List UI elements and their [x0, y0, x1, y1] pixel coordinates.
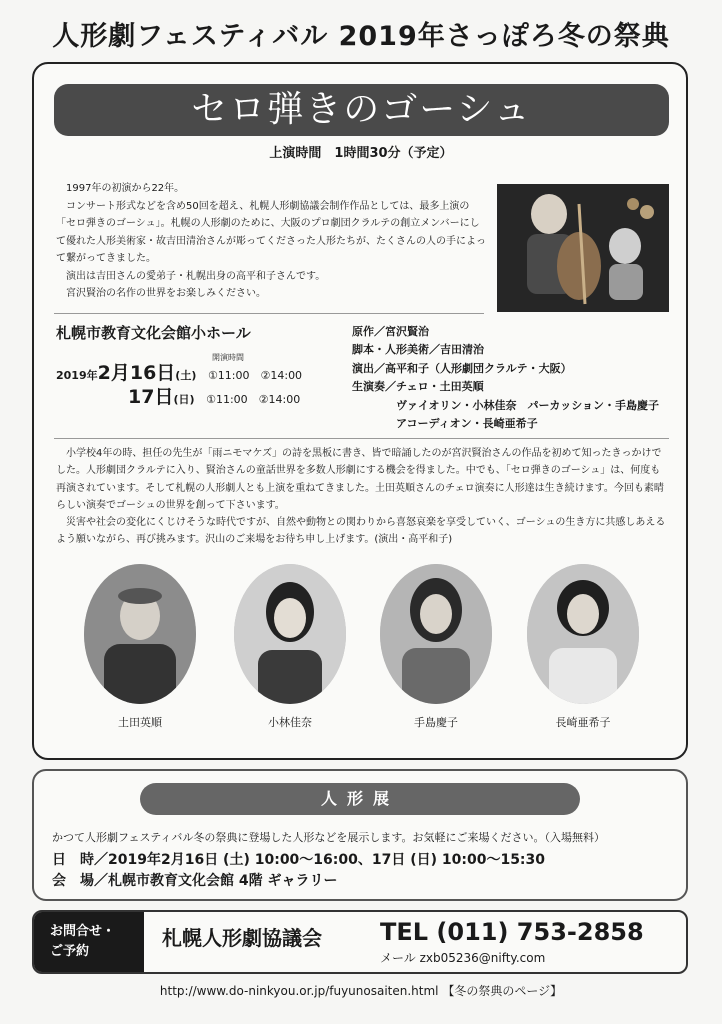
contact-label-line: お問合せ・: [50, 924, 116, 939]
contact-label-line: ご予約: [50, 944, 90, 959]
exhibit-description: かつて人形劇フェスティバル冬の祭典に登場した人形などを展示します。お気軽にご来場ください。（入場無料）: [52, 831, 605, 844]
performer-name: 手島慶子: [414, 716, 458, 729]
intro-paragraph: 演出は吉田さんの愛弟子・札幌出身の高平和子さんです。: [66, 270, 326, 282]
date: 2月16日: [97, 362, 176, 384]
contact-label: [34, 912, 144, 972]
exhibit-place: 会 場／札幌市教育文化会館 4階 ギャラリー: [52, 873, 338, 889]
date-row-1: [56, 358, 302, 385]
venue-name: 札幌市教育文化会館小ホール: [56, 324, 251, 342]
organization-name: 札幌人形劇協議会: [162, 926, 322, 950]
story-paragraph: 小学校4年の時、担任の先生が「雨ニモマケズ」の詩を黒板に書き、皆で暗誦したのが宮沢賢治さんの作品を初めて知ったきっかけでした。人形劇団クラルテに入り、賢治さんの童話世界を多数人形劇にする機会を得ました。中でも、「セロ弾きのゴーシュ」は、何度も再演されています。そして札幌の人形劇人とも上演を重ねてきました。土田英順さんのチェロ演奏に人形達は生き続けます。今回も素晴らしい演奏でゴーシュの世界を創って下さいます。: [56, 448, 664, 511]
website-url: http://www.do-ninkyou.or.jp/fuyunosaiten.html 【冬の祭典のページ】: [159, 984, 563, 998]
portrait-photo: [380, 564, 492, 704]
intro-paragraph: 1997年の初演から22年。: [66, 183, 185, 194]
portrait-photo: [527, 564, 639, 704]
portrait-photo: [234, 564, 346, 704]
festival-title: 人形劇フェスティバル 2019年さっぽろ冬の祭典: [52, 21, 670, 52]
intro-text: [56, 180, 486, 303]
credits: [352, 323, 659, 433]
intro-paragraph: コンサート形式などを含め50回を超え、札幌人形劇協議会制作作品としては、最多上演の「セロ弾きのゴーシュ」。札幌の人形劇のために、大阪のプロ劇団クラルテの創立メンバーにして優れた人形美術家・故吉田清治さんが彫ってくださった人形たちが、たくさんの人の手によって繋がってきました。: [56, 200, 486, 264]
weekday: (土): [175, 369, 197, 382]
performer-name: 長崎亜希子: [555, 716, 611, 729]
times: ①11:00 ②14:00: [206, 393, 301, 406]
director-message: [56, 445, 668, 549]
kaien-label: 開演時間: [212, 353, 244, 362]
performer-name: 小林佳奈: [268, 716, 312, 729]
divider: [54, 438, 669, 439]
times: ①11:00 ②14:00: [207, 369, 303, 382]
phone-number: TEL (011) 753-2858: [380, 918, 644, 946]
exhibit-dates: 日 時／2019年2月16日 (土) 10:00～16:00、17日 (日) 10:00～15:30: [52, 852, 546, 868]
weekday: (日): [173, 393, 195, 406]
portrait-photo: [84, 564, 196, 704]
puppet-photo: [497, 184, 669, 312]
date-row-2: [128, 382, 300, 409]
runtime: 上演時間 1時間30分（予定）: [269, 146, 453, 161]
credit-line: 脚本・人形美術／吉田清治: [352, 343, 484, 357]
credit-line: 演出／高平和子（人形劇団クラルテ・大阪）: [352, 361, 572, 375]
date: 17日: [128, 386, 174, 408]
intro-paragraph: 宮沢賢治の名作の世界をお楽しみください。: [66, 288, 266, 299]
credit-line: 生演奏／チェロ・土田英順: [352, 380, 484, 394]
divider: [54, 313, 484, 314]
year: 2019年: [56, 369, 98, 382]
credit-line: 原作／宮沢賢治: [352, 325, 429, 338]
show-title: セロ弾きのゴーシュ: [54, 84, 669, 136]
credit-line: アコーディオン・長崎亜希子: [352, 417, 538, 431]
performer-name: 土田英順: [118, 716, 162, 729]
credit-line: ヴァイオリン・小林佳奈 パーカッション・手島慶子: [352, 398, 660, 412]
email-address: メール zxb05236@nifty.com: [380, 951, 546, 965]
exhibit-title: 人形展: [140, 783, 580, 815]
story-paragraph: 災害や社会の変化にくじけそうな時代ですが、自然や動物との関わりから喜怒哀楽を享受していく、ゴーシュの生き方に共感しあえるよう願いながら、再び挑みます。沢山のご来場をお待ち申し上げます。(演出・高平和子): [56, 517, 666, 546]
